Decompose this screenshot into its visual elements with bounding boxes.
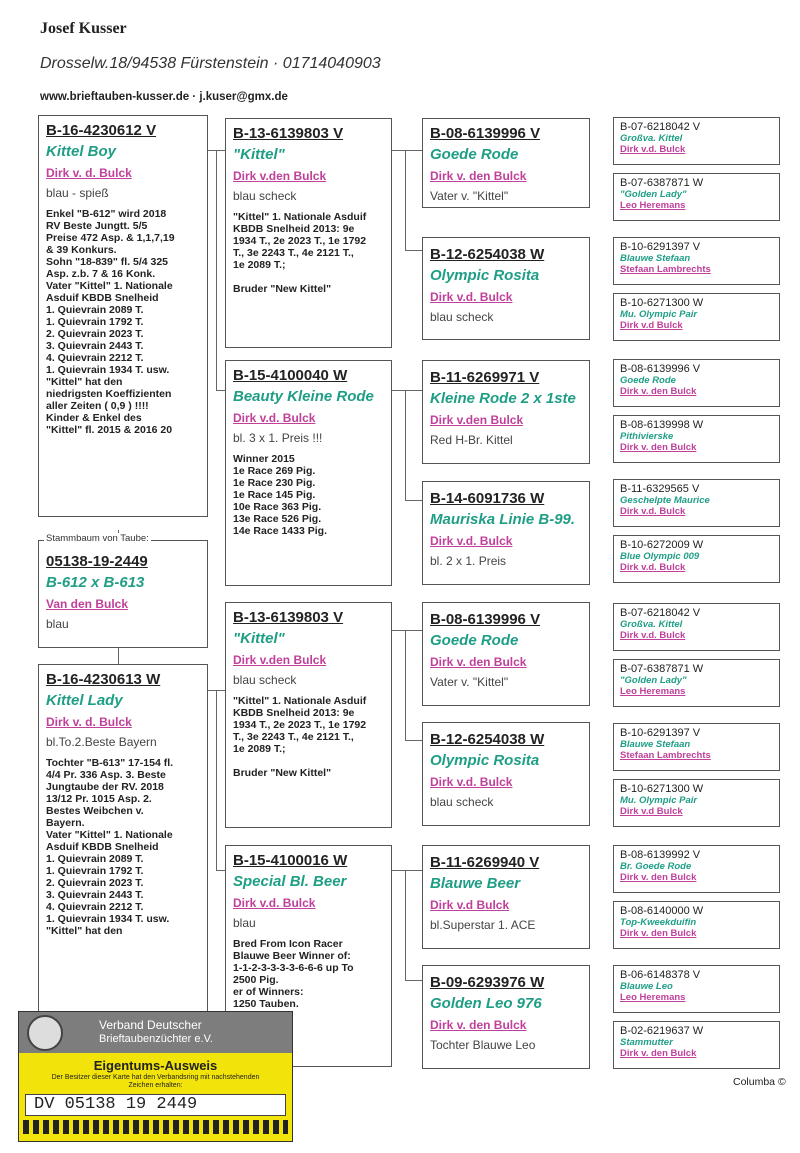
pigeon-logo-icon (27, 1015, 63, 1051)
gen2-name: Special Bl. Beer (233, 873, 347, 890)
gen3-ring: B-11-6269940 V (430, 854, 540, 871)
gen3-ring: B-12-6254038 W (430, 731, 545, 748)
gen3-name: Golden Leo 976 (430, 995, 542, 1012)
gen4-breeder: Dirk v.d Bulck (620, 320, 683, 331)
gen4-ring: B-02-6219637 W (620, 1025, 704, 1037)
gen4-card (613, 723, 780, 771)
gen3-color: bl.Superstar 1. ACE (430, 918, 536, 932)
gen4-name: Geschelpte Maurice (620, 495, 710, 506)
gen2-ring: B-13-6139803 V (233, 609, 344, 626)
gen4-breeder: Dirk v. den Bulck (620, 442, 697, 453)
dam-color: bl.To.2.Beste Bayern (46, 735, 157, 749)
gen3-color: bl. 2 x 1. Preis (430, 554, 507, 568)
gen4-ring: B-10-6271300 W (620, 783, 704, 795)
sire-name: Kittel Boy (46, 143, 117, 160)
card-ring-number: DV 05138 19 2449 (25, 1094, 286, 1116)
gen3-ring: B-14-6091736 W (430, 490, 545, 507)
gen2-ring: B-15-4100040 W (233, 367, 348, 384)
gen2-breeder: Dirk v.d. Bulck (233, 411, 316, 425)
gen4-name: Pithivierske (620, 431, 674, 442)
gen4-ring: B-10-6291397 V (620, 241, 701, 253)
gen2-breeder: Dirk v.den Bulck (233, 653, 327, 667)
owner-name: Josef Kusser (40, 20, 127, 37)
gen3-color: blau scheck (430, 310, 494, 324)
gen4-ring: B-07-6387871 W (620, 177, 704, 189)
gen2-card (225, 360, 392, 586)
gen2-note: "Kittel" 1. Nationale Asduif KBDB Snelheid 2013: 9e 1934 T., 2e 2023 T., 1e 1792 T., 3e 2243 T., 4e 2121 T., 1e 2089 T.; Bruder "New Kittel" (233, 695, 367, 779)
gen4-card (613, 603, 780, 651)
gen3-name: Olympic Rosita (430, 752, 540, 769)
card-title: Eigentums-Ausweis (93, 1058, 218, 1073)
gen4-name: "Golden Lady" (620, 675, 687, 686)
sire-card (38, 115, 208, 517)
gen2-note: Winner 2015 1e Race 269 Pig. 1e Race 230 Pig. 1e Race 145 Pig. 10e Race 363 Pig. 13e Race 526 Pig. 14e Race 1433 Pig. (233, 453, 327, 537)
gen4-card (613, 237, 780, 285)
gen2-ring: B-13-6139803 V (233, 125, 344, 142)
gen3-breeder: Dirk v. den Bulck (430, 169, 527, 183)
gen4-name: Stammutter (620, 1037, 673, 1048)
gen4-breeder: Dirk v.d. Bulck (620, 630, 686, 641)
gen4-card (613, 901, 780, 949)
gen4-name: Goede Rode (620, 375, 676, 386)
owner-web: www.brieftauben-kusser.de · j.kuser@gmx.de (40, 91, 288, 103)
sire-breeder: Dirk v. d. Bulck (46, 166, 132, 180)
gen4-ring: B-07-6218042 V (620, 607, 701, 619)
gen4-breeder: Dirk v. den Bulck (620, 1048, 697, 1059)
subject-ring: 05138-19-2449 (46, 553, 148, 570)
gen3-ring: B-08-6139996 V (430, 611, 541, 628)
gen4-name: Großva. Kittel (620, 619, 683, 630)
gen3-card (422, 118, 590, 208)
gen3-breeder: Dirk v. den Bulck (430, 1018, 527, 1032)
gen4-name: Top-Kweekduifin (620, 917, 697, 928)
gen4-breeder: Dirk v. den Bulck (620, 928, 697, 939)
gen4-card (613, 415, 780, 463)
gen2-card (225, 602, 392, 828)
gen4-ring: B-06-6148378 V (620, 969, 701, 981)
gen2-color: blau (233, 916, 256, 930)
gen4-card (613, 173, 780, 221)
subject-card (38, 540, 208, 648)
gen4-name: Mu. Olympic Pair (620, 309, 698, 320)
gen4-breeder: Dirk v. den Bulck (620, 872, 697, 883)
dam-breeder: Dirk v. d. Bulck (46, 715, 132, 729)
gen4-breeder: Dirk v. den Bulck (620, 386, 697, 397)
gen4-breeder: Stefaan Lambrechts (620, 264, 711, 275)
gen4-breeder: Dirk v.d. Bulck (620, 562, 686, 573)
gen3-color: Red H-Br. Kittel (430, 433, 513, 447)
subject-label: Stammbaum von Taube: (46, 533, 149, 544)
gen3-name: Olympic Rosita (430, 267, 540, 284)
gen4-card (613, 965, 780, 1013)
gen4-name: Großva. Kittel (620, 133, 683, 144)
card-subtitle: Der Besitzer dieser Karte hat den Verbandsring mit nachstehenden Zeichen erhalten: (51, 1074, 260, 1089)
gen2-color: blau scheck (233, 673, 297, 687)
gen3-name: Mauriska Linie B-99. (430, 511, 576, 528)
card-org-line1: Verband Deutscher (99, 1018, 202, 1032)
gen3-name: Goede Rode (430, 632, 519, 649)
card-pattern (23, 1120, 288, 1134)
gen4-ring: B-08-6140000 W (620, 905, 704, 917)
gen2-name: "Kittel" (233, 146, 285, 163)
gen4-ring: B-08-6139992 V (620, 849, 701, 861)
subject-breeder: Van den Bulck (46, 597, 129, 611)
sire-note: Enkel "B-612" wird 2018 RV Beste Jungtt. 5/5 Preise 472 Asp. & 1,1,7,19 & 39 Konkurs. Sohn "18-839" fl. 5/4 325 Asp. z.b. 7 & 16 Konk. Vater "Kittel" 1. Nationale Asduif KBDB Snelheid 1. Quievrain 2089 T. 1. Quievrain 1792 T. 2. Quievrain 2023 T. 3. Quievrain 2443 T. 4. Quievrain 2212 T. 1. Quievrain 1934 T. usw. "Kittel" hat den niedrigsten Koeffizienten aller Zeiten ( 0,9 ) !!!! Kinder & Enkel des "Kittel" fl. 2015 & 2016 20 (46, 208, 175, 436)
gen4-name: Br. Goede Rode (620, 861, 692, 872)
gen4-ring: B-10-6272009 W (620, 539, 704, 551)
gen2-color: blau scheck (233, 189, 297, 203)
gen2-breeder: Dirk v.den Bulck (233, 169, 327, 183)
gen4-breeder: Dirk v.d. Bulck (620, 144, 686, 155)
gen4-name: Blauwe Stefaan (620, 253, 691, 264)
gen4-card (613, 659, 780, 707)
gen3-name: Blauwe Beer (430, 875, 521, 892)
gen3-color: blau scheck (430, 795, 494, 809)
gen2-color: bl. 3 x 1. Preis !!! (233, 431, 323, 445)
gen4-ring: B-10-6271300 W (620, 297, 704, 309)
gen2-card (225, 118, 392, 348)
gen2-ring: B-15-4100016 W (233, 852, 348, 869)
gen4-breeder: Dirk v.d Bulck (620, 806, 683, 817)
gen4-breeder: Dirk v.d. Bulck (620, 506, 686, 517)
gen3-ring: B-08-6139996 V (430, 125, 541, 142)
gen4-breeder: Leo Heremans (620, 200, 686, 211)
sire-ring: B-16-4230612 V (46, 122, 157, 139)
gen4-breeder: Leo Heremans (620, 992, 686, 1003)
gen3-card (422, 965, 590, 1069)
card-org-line2: Brieftaubenzüchter e.V. (99, 1033, 213, 1045)
gen4-ring: B-10-6291397 V (620, 727, 701, 739)
gen2-note: Bred From Icon Racer Blauwe Beer Winner of: 1-1-2-3-3-3-3-6-6-6 up To 2500 Pig. er of Winners: 1250 Tauben. (233, 938, 354, 1010)
gen3-breeder: Dirk v.d. Bulck (430, 534, 513, 548)
gen4-card (613, 359, 780, 407)
gen4-name: Blauwe Stefaan (620, 739, 691, 750)
columba-brand: Columba © (733, 1076, 786, 1088)
gen2-name: Beauty Kleine Rode (233, 388, 374, 405)
gen3-name: Kleine Rode 2 x 1ste (430, 390, 576, 407)
gen3-breeder: Dirk v.d. Bulck (430, 775, 513, 789)
gen3-breeder: Dirk v.den Bulck (430, 413, 524, 427)
gen3-breeder: Dirk v.d. Bulck (430, 290, 513, 304)
gen3-color: Vater v. "Kittel" (430, 189, 509, 203)
gen3-card (422, 722, 590, 826)
gen3-card (422, 602, 590, 706)
gen3-breeder: Dirk v.d Bulck (430, 898, 510, 912)
ownership-card (18, 1011, 293, 1142)
gen4-card (613, 535, 780, 583)
dam-note: Tochter "B-613" 17-154 fl. 4/4 Pr. 336 Asp. 3. Beste Jungtaube der RV. 2018 13/12 Pr. 1015 Asp. 2. Bestes Weibchen v. Bayern. Vater "Kittel" 1. Nationale Asduif KBDB Snelheid 1. Quievrain 2089 T. 1. Quievrain 1792 T. 2. Quievrain 2023 T. 3. Quievrain 2443 T. 4. Quievrain 2212 T. 1. Quievrain 1934 T. usw. "Kittel" hat den (46, 757, 174, 937)
gen4-breeder: Leo Heremans (620, 686, 686, 697)
gen4-name: "Golden Lady" (620, 189, 687, 200)
dam-name: Kittel Lady (46, 692, 123, 709)
sire-color: blau - spieß (46, 186, 109, 200)
gen4-ring: B-08-6139998 W (620, 419, 704, 431)
gen4-name: Blauwe Leo (620, 981, 673, 992)
owner-address: Drosselw.18/94538 Fürstenstein · 01714040903 (40, 55, 381, 72)
gen3-ring: B-11-6269971 V (430, 369, 540, 386)
gen4-card (613, 293, 780, 341)
gen3-ring: B-09-6293976 W (430, 974, 545, 991)
gen2-breeder: Dirk v.d. Bulck (233, 896, 316, 910)
gen4-card (613, 117, 780, 165)
gen4-ring: B-08-6139996 V (620, 363, 701, 375)
gen4-breeder: Stefaan Lambrechts (620, 750, 711, 761)
gen3-ring: B-12-6254038 W (430, 246, 545, 263)
gen4-ring: B-07-6387871 W (620, 663, 704, 675)
gen4-card (613, 479, 780, 527)
gen3-color: Tochter Blauwe Leo (430, 1038, 536, 1052)
dam-ring: B-16-4230613 W (46, 671, 161, 688)
subject-name: B-612 x B-613 (46, 574, 145, 591)
gen3-card (422, 360, 590, 464)
gen2-name: "Kittel" (233, 630, 285, 647)
gen2-note: "Kittel" 1. Nationale Asduif KBDB Snelheid 2013: 9e 1934 T., 2e 2023 T., 1e 1792 T., 3e 2243 T., 4e 2121 T., 1e 2089 T.; Bruder "New Kittel" (233, 211, 367, 295)
gen3-card (422, 481, 590, 585)
gen4-name: Blue Olympic 009 (620, 551, 700, 562)
gen4-card (613, 779, 780, 827)
gen4-card (613, 845, 780, 893)
gen3-color: Vater v. "Kittel" (430, 675, 509, 689)
gen4-name: Mu. Olympic Pair (620, 795, 698, 806)
gen3-name: Goede Rode (430, 146, 519, 163)
subject-color: blau (46, 617, 69, 631)
gen4-ring: B-07-6218042 V (620, 121, 701, 133)
gen3-card (422, 237, 590, 340)
gen4-card (613, 1021, 780, 1069)
gen3-breeder: Dirk v. den Bulck (430, 655, 527, 669)
gen3-card (422, 845, 590, 949)
gen4-ring: B-11-6329565 V (620, 483, 700, 495)
dam-card (38, 664, 208, 1014)
